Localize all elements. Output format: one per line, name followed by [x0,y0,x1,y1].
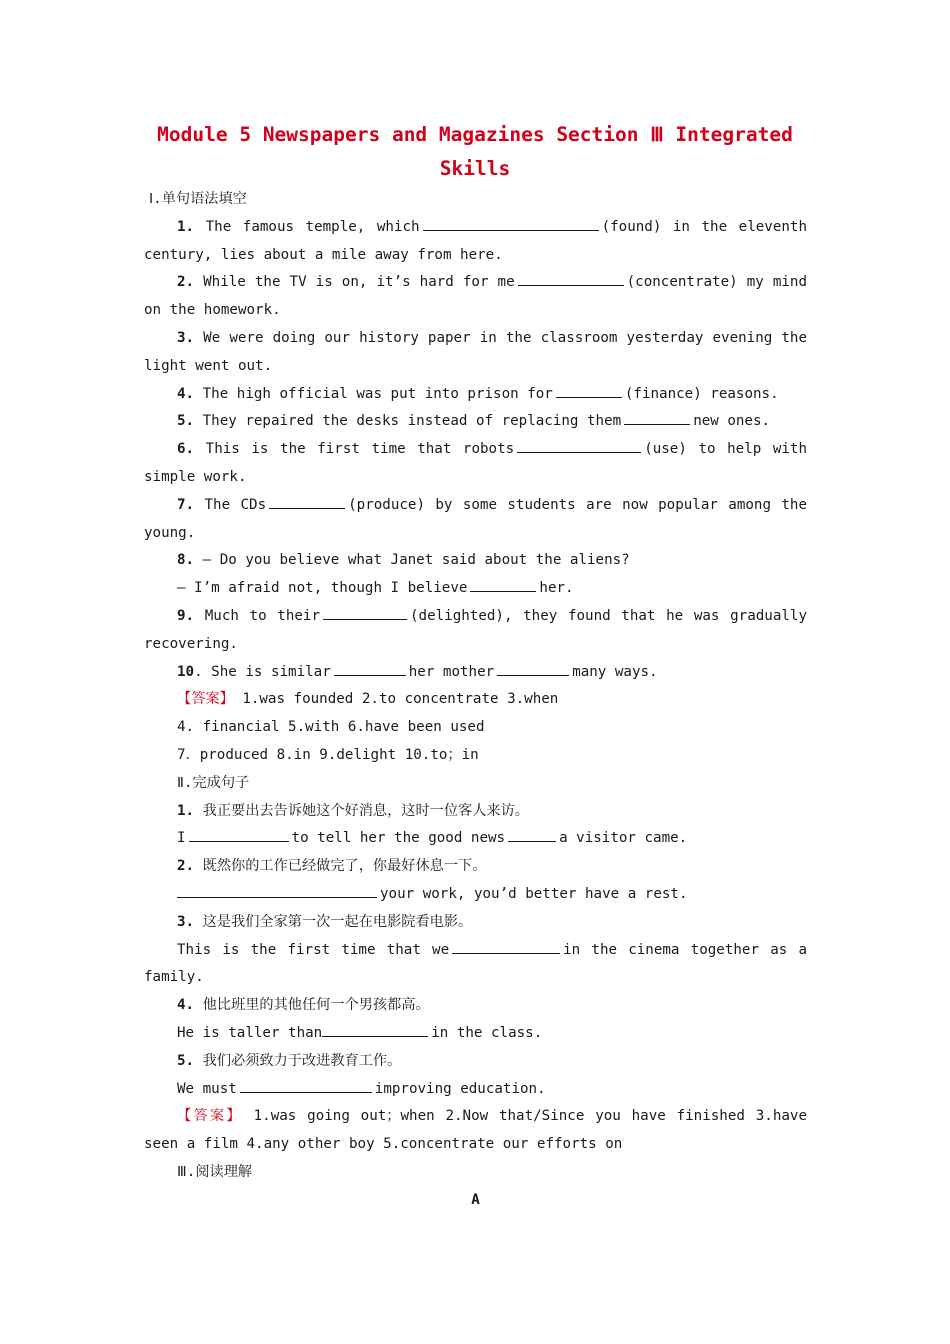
question-6: 6. This is the first time that robots (use) to help with simple work. [144,436,807,492]
answer-blank[interactable] [423,216,599,231]
passage-label: A [471,1191,480,1208]
question-8-reply: — I’m afraid not, though I believe her. [144,575,807,603]
sentence-2-chinese: 2. 既然你的工作已经做完了，你最好休息一下。 [177,858,487,875]
question-8: 8. — Do you believe what Janet said about the aliens? [177,552,630,569]
answer-blank[interactable] [470,577,536,592]
document-body [144,186,807,1214]
answer-blank[interactable] [497,661,569,676]
question-2: 2. While the TV is on, it’s hard for me (concentrate) my mind on the homework. [144,269,807,325]
sentence-3-english: This is the first time that we in the cinema together as a family. [144,937,807,993]
sentence-1-english: I to tell her the good news a visitor came. [144,825,807,853]
question-1: 1. The famous temple, which (found) in the eleventh century, lies about a mile away from here. [144,214,807,270]
answer-blank[interactable] [518,271,624,286]
sentence-4-english: He is taller than in the class. [144,1020,807,1048]
answer-key-1: 【答案】 1.was founded 2.to concentrate 3.when [177,691,559,708]
question-7: 7. The CDs (produce) by some students are now popular among the young. [144,492,807,548]
question-10: 10. She is similar her mother many ways. [144,659,807,687]
question-9: 9. Much to their (delighted), they found that he was gradually recovering. [144,603,807,659]
answer-blank[interactable] [323,605,407,620]
section-heading-reading: Ⅲ.阅读理解 [177,1163,253,1180]
question-5: 5. They repaired the desks instead of replacing them new ones. [144,408,807,436]
answer-blank[interactable] [508,827,556,842]
answer-blank[interactable] [624,410,690,425]
answer-key-2: 【答案】 1.was going out；when 2.Now that/Since you have finished 3.have seen a film 4.any other boy 5.concentrate our efforts on [144,1108,807,1153]
question-3: 3. We were doing our history paper in the classroom yesterday evening the light went out. [144,329,807,374]
answer-blank[interactable] [556,383,622,398]
sentence-4-chinese: 4. 他比班里的其他任何一个男孩都高。 [177,997,430,1014]
answer-blank[interactable] [452,939,560,954]
answer-blank[interactable] [269,494,345,509]
answer-blank[interactable] [240,1078,372,1093]
answer-blank[interactable] [189,827,289,842]
answer-label: 【答案】 [177,1108,243,1125]
sentence-3-chinese: 3. 这是我们全家第一次一起在电影院看电影。 [177,913,473,930]
answer-blank[interactable] [334,661,406,676]
title-line-2: Skills [439,157,511,180]
answer-key-1-line-3: 7．produced 8.in 9.delight 10.to；in [177,746,479,763]
section-heading-grammar: Ⅰ.单句语法填空 [149,191,247,207]
title-line-1: Module 5 Newspapers and Magazines Section Ⅲ Integrated [157,123,793,146]
document-title [140,118,810,186]
answer-key-1-line-2: 4. financial 5.with 6.have been used [177,719,485,736]
answer-blank[interactable] [322,1022,428,1037]
section-heading-sentences: Ⅱ.完成句子 [177,774,250,791]
sentence-1-chinese: 1. 我正要出去告诉她这个好消息，这时一位客人来访。 [177,802,529,819]
answer-label: 【答案】 [177,691,234,708]
answer-blank[interactable] [517,438,641,453]
sentence-2-english: your work, you’d better have a rest. [144,881,807,909]
answer-blank[interactable] [177,883,377,898]
sentence-5-chinese: 5. 我们必须致力于改进教育工作。 [177,1052,402,1069]
sentence-5-english: We must improving education. [144,1076,807,1104]
question-4: 4. The high official was put into prison for (finance) reasons. [144,381,807,409]
